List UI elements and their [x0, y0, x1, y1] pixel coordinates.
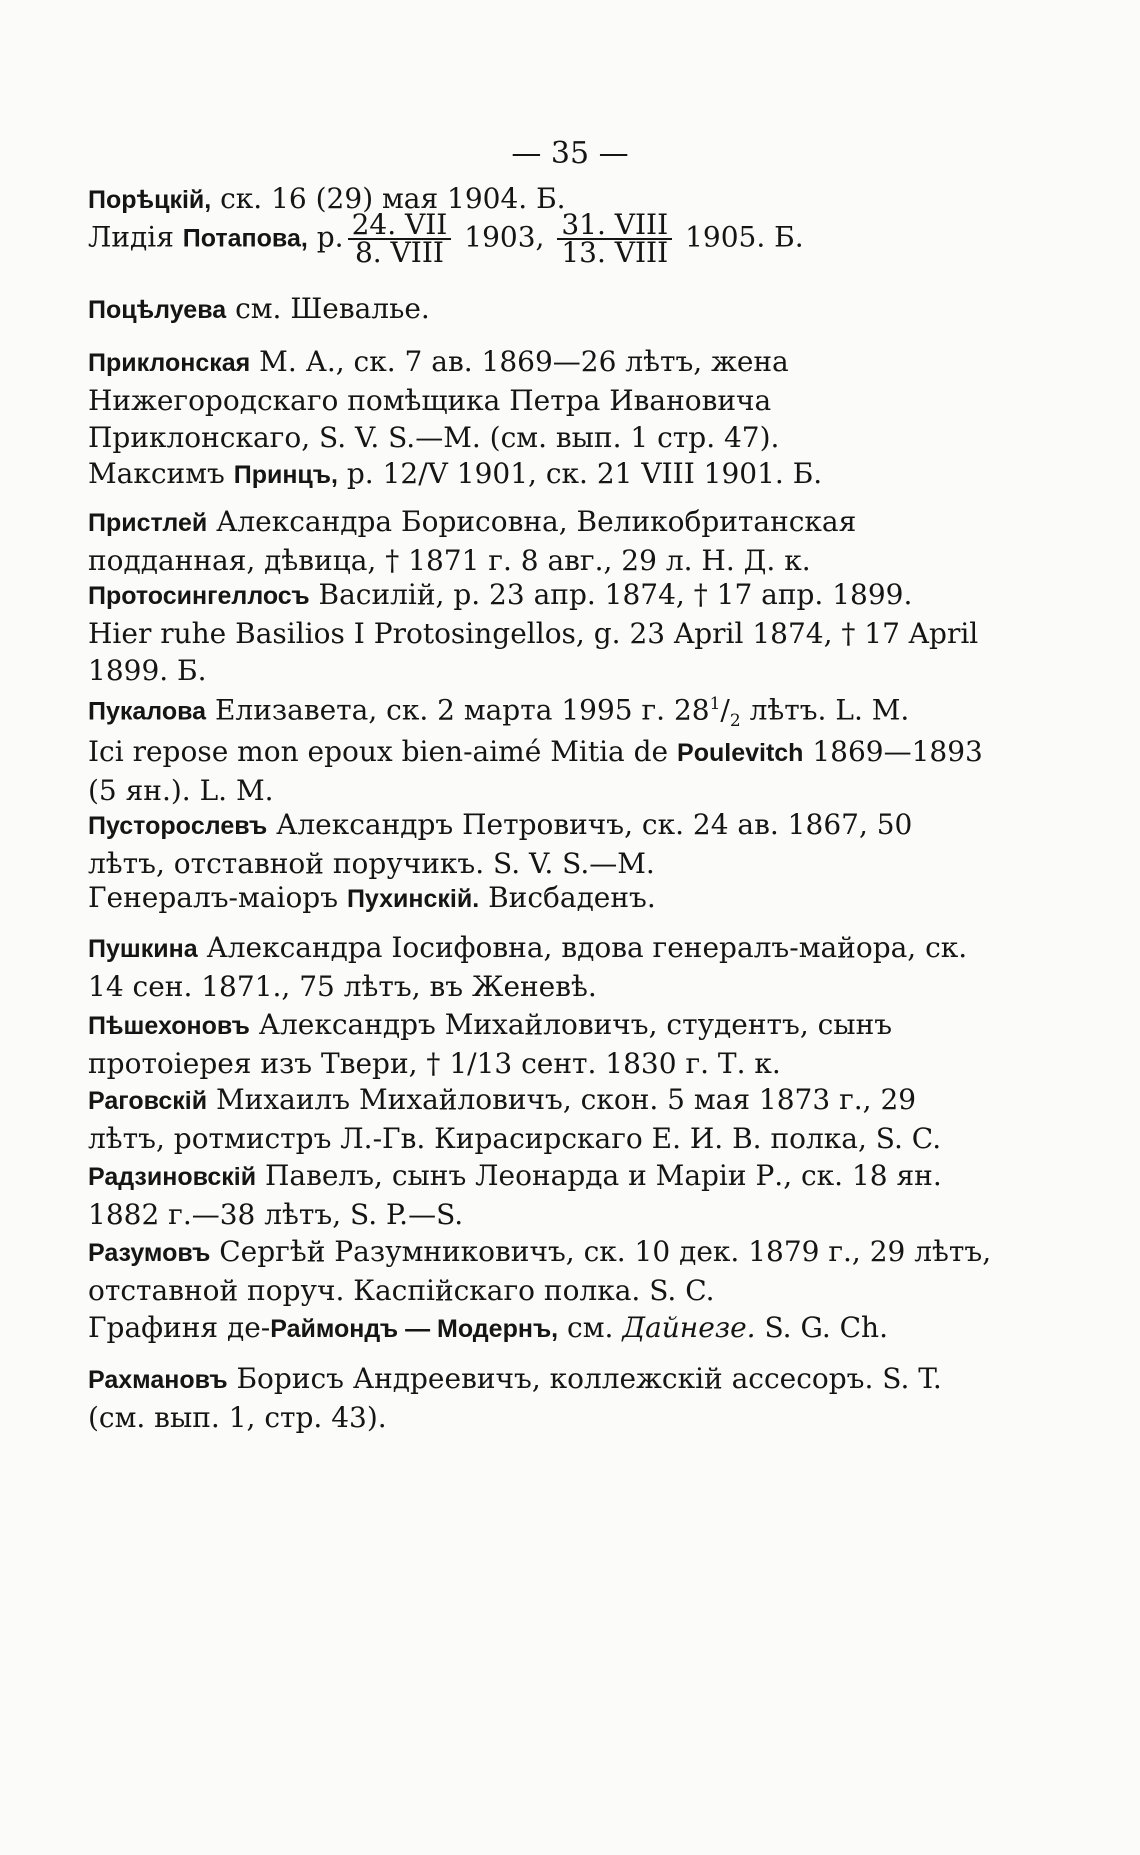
- cemetery-code: S. G. Ch.: [764, 1311, 888, 1344]
- page-number: — 35 —: [511, 136, 629, 171]
- surname: Пухинскій.: [346, 885, 480, 913]
- entry-potapova: [88, 208, 998, 269]
- surname: Поцѣлуева: [88, 296, 227, 324]
- entry-radzinovsky: [88, 1157, 998, 1233]
- given-name: Максимъ: [88, 457, 225, 490]
- surname: Раговскій: [88, 1087, 208, 1115]
- fraction-numerator: 24. VII: [348, 212, 452, 240]
- surname: Приклонская: [88, 349, 251, 377]
- inscription-german: Hier ruhe Basilios I Protosingellos, g. 23 April 1874, † 17 April 1899. Б.: [88, 617, 979, 687]
- entry-text: Павелъ, сынъ Леонарда и Маріи Р., ск. 18 ян. 1882 г.—38 лѣтъ, S. P.—S.: [88, 1159, 942, 1231]
- fraction-denominator: 2: [729, 710, 741, 731]
- entry-pukalova: Пукалова Елизавета, ск. 2 марта 1995 г. $28^1/_2$ лѣтъ. L. M.: [88, 693, 910, 731]
- inscription-french: Ici repose mon epoux bien-aimé Mitia de: [88, 735, 669, 768]
- entry-protosingellos: [88, 576, 998, 689]
- surname: Пустороcлевъ: [88, 812, 268, 840]
- entry-text: М. А., ск. 7 ав. 1869—26 лѣтъ, жена Нижегородскаго помѣщика Петра Ивановича Приклонскаго, S. V. S.—М. (см. вып. 1 стр. 47).: [88, 345, 789, 454]
- surname: Порѣцкій,: [88, 186, 212, 214]
- surname: Раймондъ — Модернъ,: [270, 1315, 559, 1343]
- cross-reference: Дайнезе.: [622, 1311, 756, 1344]
- fraction-numerator: 1: [709, 694, 721, 714]
- entry-text: см. Шевалье.: [235, 292, 430, 325]
- fraction-denominator: 13. VIII: [561, 236, 669, 269]
- entry-text: Александръ Михайловичъ, студентъ, сынъ протоіерея изъ Твери, † 1/13 сент. 1830 г. Т. к.: [88, 1008, 893, 1080]
- entry-pushkina: [88, 929, 998, 1005]
- surname: Пушкина: [88, 935, 198, 963]
- fraction-numerator: 31. VIII: [557, 212, 672, 240]
- fraction-denominator: 8. VIII: [354, 236, 444, 269]
- entry-poulevitch: [88, 733, 998, 809]
- birth-year: 1903,: [464, 220, 545, 254]
- title: Генералъ-маіоръ: [88, 881, 339, 914]
- entry-text: 1869—1893 (5 ян.). L. M.: [88, 735, 983, 807]
- entry-razumov: [88, 1233, 998, 1309]
- surname: Радзиновскій: [88, 1163, 257, 1191]
- entry-text: Александра Іосифовна, вдова генералъ-майора, ск. 14 сен. 1871., 75 лѣтъ, въ Женевѣ.: [88, 931, 968, 1003]
- entry-pustoroslev: [88, 806, 998, 882]
- entry-pukhinsky: [88, 879, 998, 918]
- entry-text-end: лѣтъ. L. M.: [749, 693, 910, 727]
- surname: Пристлей: [88, 509, 208, 537]
- entry-potseluyeva: [88, 290, 998, 329]
- entry-rakhmanov: [88, 1360, 998, 1436]
- entry-text: ск. 16 (29) мая 1904. Б.: [220, 182, 566, 215]
- birth-date-fraction: [348, 208, 452, 269]
- entry-text: Борисъ Андреевичъ, коллежскій ассесоръ. S. T. (см. вып. 1, стр. 43).: [88, 1362, 942, 1434]
- death-year: 1905. Б.: [685, 220, 804, 254]
- entry-ragovsky: [88, 1081, 998, 1157]
- surname: Разумовъ: [88, 1239, 211, 1267]
- entry-text: Елизавета, ск. 2 марта 1995 г. 28: [214, 693, 710, 727]
- surname: Потапова,: [182, 224, 308, 253]
- entry-text: Василій, р. 23 апр. 1874, † 17 апр. 1899.: [318, 578, 913, 611]
- entry-raimond: [88, 1309, 998, 1348]
- entry-text: Александръ Петровичъ, ск. 24 ав. 1867, 50 лѣтъ, отставной поручикъ. S. V. S.—М.: [88, 808, 913, 880]
- surname: Рахмановъ: [88, 1366, 228, 1394]
- birth-label: р.: [316, 220, 344, 254]
- entry-pristley: [88, 503, 998, 579]
- entry-text: Александра Борисовна, Великобританская подданная, дѣвица, † 1871 г. 8 авг., 29 л. Н. Д. к.: [88, 505, 857, 577]
- entry-peshekhonov: [88, 1006, 998, 1082]
- surname: Протосингеллосъ: [88, 582, 310, 610]
- surname: Poulevitch: [677, 739, 804, 767]
- entry-prints: [88, 455, 998, 494]
- death-date-fraction: [557, 208, 672, 269]
- surname: Пукалова: [88, 697, 207, 726]
- see-label: см.: [567, 1311, 614, 1344]
- place: Висбаденъ.: [488, 881, 656, 914]
- given-name: Лидія: [88, 220, 174, 254]
- surname: Принцъ,: [233, 461, 338, 489]
- entry-priklonskaya: [88, 343, 998, 456]
- entry-text: Михаилъ Михайловичъ, скон. 5 мая 1873 г., 29 лѣтъ, ротмистръ Л.-Гв. Кирасирскаго Е. И. В. полка, S. C.: [88, 1083, 942, 1155]
- surname: Пѣшехоновъ: [88, 1012, 250, 1040]
- entry-text: Сергѣй Разумниковичъ, ск. 10 дек. 1879 г., 29 лѣтъ, отставной поруч. Каспійскаго полка. S. C.: [88, 1235, 992, 1307]
- title: Графиня де-: [88, 1311, 271, 1344]
- entry-text: р. 12/V 1901, ск. 21 VIII 1901. Б.: [346, 457, 823, 490]
